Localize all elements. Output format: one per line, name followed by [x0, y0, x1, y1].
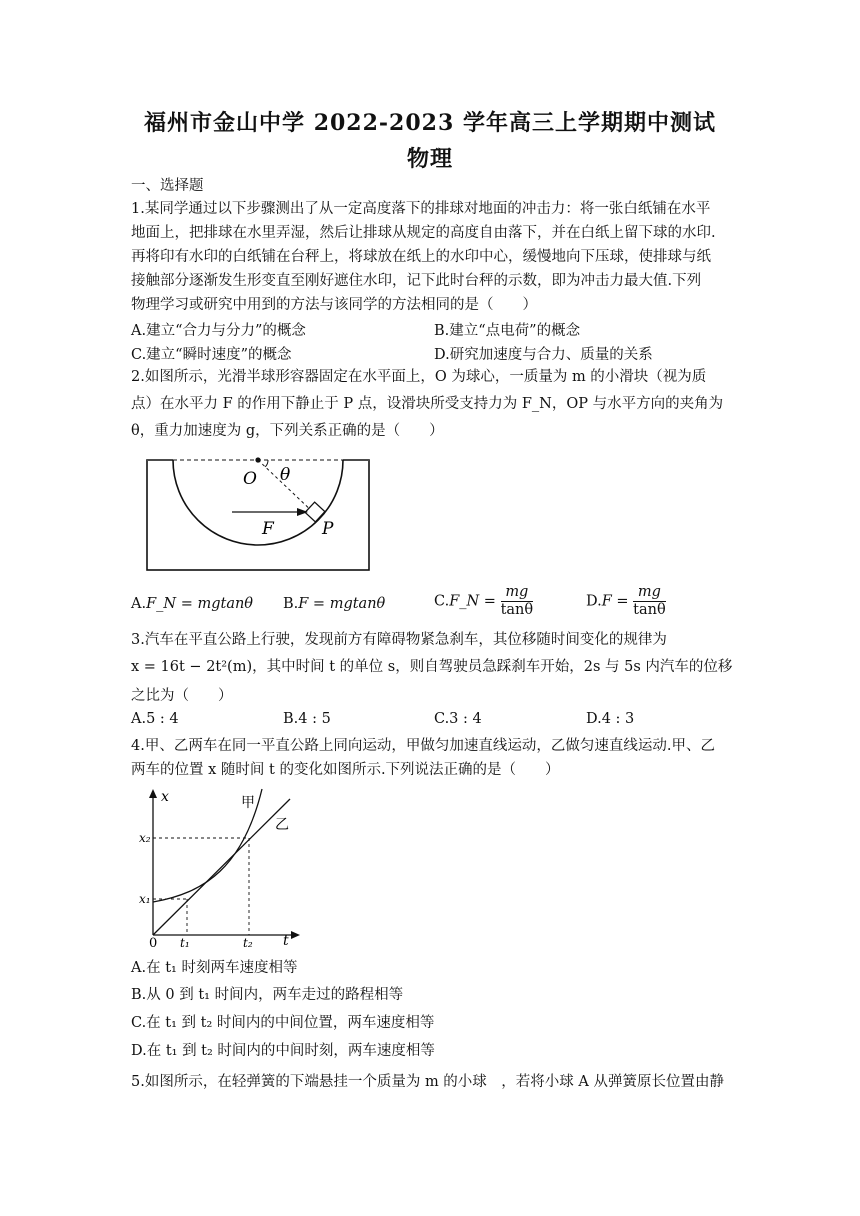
q2-figure	[140, 452, 380, 576]
label-theta: θ	[280, 465, 291, 485]
q4-line: 4.甲、乙两车在同一平直公路上同向运动，甲做匀加速直线运动，乙做匀速直线运动.甲、乙	[131, 738, 715, 754]
x2-label: x₂	[139, 831, 151, 845]
q1-line: 地面上，把排球在水里弄湿，然后让排球从规定的高度自由落下，并在白纸上留下球的水印.	[131, 225, 716, 241]
q3-line: x = 16t − 2t²(m)，其中时间 t 的单位 s，则自驾驶员急踩刹车开始，2s 与 5s 内汽车的位移	[131, 659, 733, 675]
fraction: $\frac{mg}{\tan\theta}$	[500, 584, 534, 618]
fraction: $\frac{mg}{\tan\theta}$	[633, 584, 666, 618]
label-f: F	[262, 519, 274, 539]
q4-option-c: C.在 t₁ 到 t₂ 时间内的中间位置，两车速度相等	[131, 1015, 435, 1031]
q1-option-a: A.建立“合力与分力”的概念	[131, 323, 306, 339]
t-axis-label: t	[283, 933, 289, 949]
label-o: O	[243, 469, 257, 489]
q2-line: θ，重力加速度为 g，下列关系正确的是（ ）	[131, 423, 444, 439]
q1-option-d: D.研究加速度与合力、质量的关系	[434, 347, 653, 363]
theta-arc	[265, 460, 268, 467]
q4-option-b: B.从 0 到 t₁ 时间内，两车走过的路程相等	[131, 987, 404, 1003]
q5-line: 5.如图所示，在轻弹簧的下端悬挂一个质量为 m 的小球 ，若将小球 A 从弹簧原长位置由静	[131, 1074, 724, 1090]
q3-option-c: C.3 : 4	[434, 711, 482, 727]
q1-option-c: C.建立“瞬时速度”的概念	[131, 347, 292, 363]
q3-option-b: B.4 : 5	[283, 711, 331, 727]
q2-option-a: A.F_N = mgtanθ	[131, 596, 254, 612]
x-axis-label: x	[161, 789, 169, 805]
q3-line: 3.汽车在平直公路上行驶，发现前方有障碍物紧急刹车，其位移随时间变化的规律为	[131, 632, 667, 648]
t1-label: t₁	[180, 936, 190, 950]
q4-line: 两车的位置 x 随时间 t 的变化如图所示.下列说法正确的是（ ）	[131, 762, 560, 778]
t2-label: t₂	[243, 936, 253, 950]
q2-line: 2.如图所示，光滑半球形容器固定在水平面上，O 为球心，一质量为 m 的小滑块（视为质	[131, 369, 707, 385]
q3-option-d: D.4 : 3	[586, 711, 635, 727]
container-box	[147, 460, 369, 570]
q3-line: 之比为（ ）	[131, 688, 233, 704]
label-yi: 乙	[275, 817, 289, 833]
q3-option-a: A.5 : 4	[131, 711, 179, 727]
x1-label: x₁	[139, 892, 151, 906]
q4-option-a: A.在 t₁ 时刻两车速度相等	[131, 960, 298, 976]
origin-label: 0	[149, 936, 158, 950]
exam-subject: 物理	[406, 146, 453, 172]
q1-line: 接触部分逐渐发生形变直至刚好遮住水印，记下此时台秤的示数，即为冲击力最大值.下列	[131, 273, 702, 289]
q4-xt-graph	[135, 785, 305, 950]
q1-line: 再将印有水印的白纸铺在台秤上，将球放在纸上的水印中心，缓慢地向下压球，使排球与纸	[131, 249, 711, 265]
q2-option-d: D.F = $\frac{mg}{\tan\theta}$	[586, 584, 666, 618]
q1-line: 物理学习或研究中用到的方法与该同学的方法相同的是（ ）	[131, 297, 537, 313]
line-yi	[153, 799, 290, 935]
label-p: P	[322, 519, 334, 539]
q2-option-b: B.F = mgtanθ	[283, 596, 386, 612]
q2-line: 点）在水平力 F 的作用下静止于 P 点，设滑块所受支持力为 F_N，OP 与水平方向的夹角为	[131, 396, 724, 412]
exam-title: 福州市金山中学 2022-2023 学年高三上学期期中测试	[144, 110, 716, 136]
label-jia: 甲	[241, 795, 255, 811]
section-heading: 一、选择题	[131, 178, 204, 194]
q4-option-d: D.在 t₁ 到 t₂ 时间内的中间时刻，两车速度相等	[131, 1043, 435, 1059]
q1-line: 1.某同学通过以下步骤测出了从一定高度落下的排球对地面的冲击力：将一张白纸铺在水平	[131, 201, 711, 217]
hemisphere-arc	[173, 460, 343, 545]
q2-option-c: C.F_N = $\frac{mg}{\tan\theta}$	[434, 584, 534, 618]
q1-option-b: B.建立“点电荷”的概念	[434, 323, 581, 339]
